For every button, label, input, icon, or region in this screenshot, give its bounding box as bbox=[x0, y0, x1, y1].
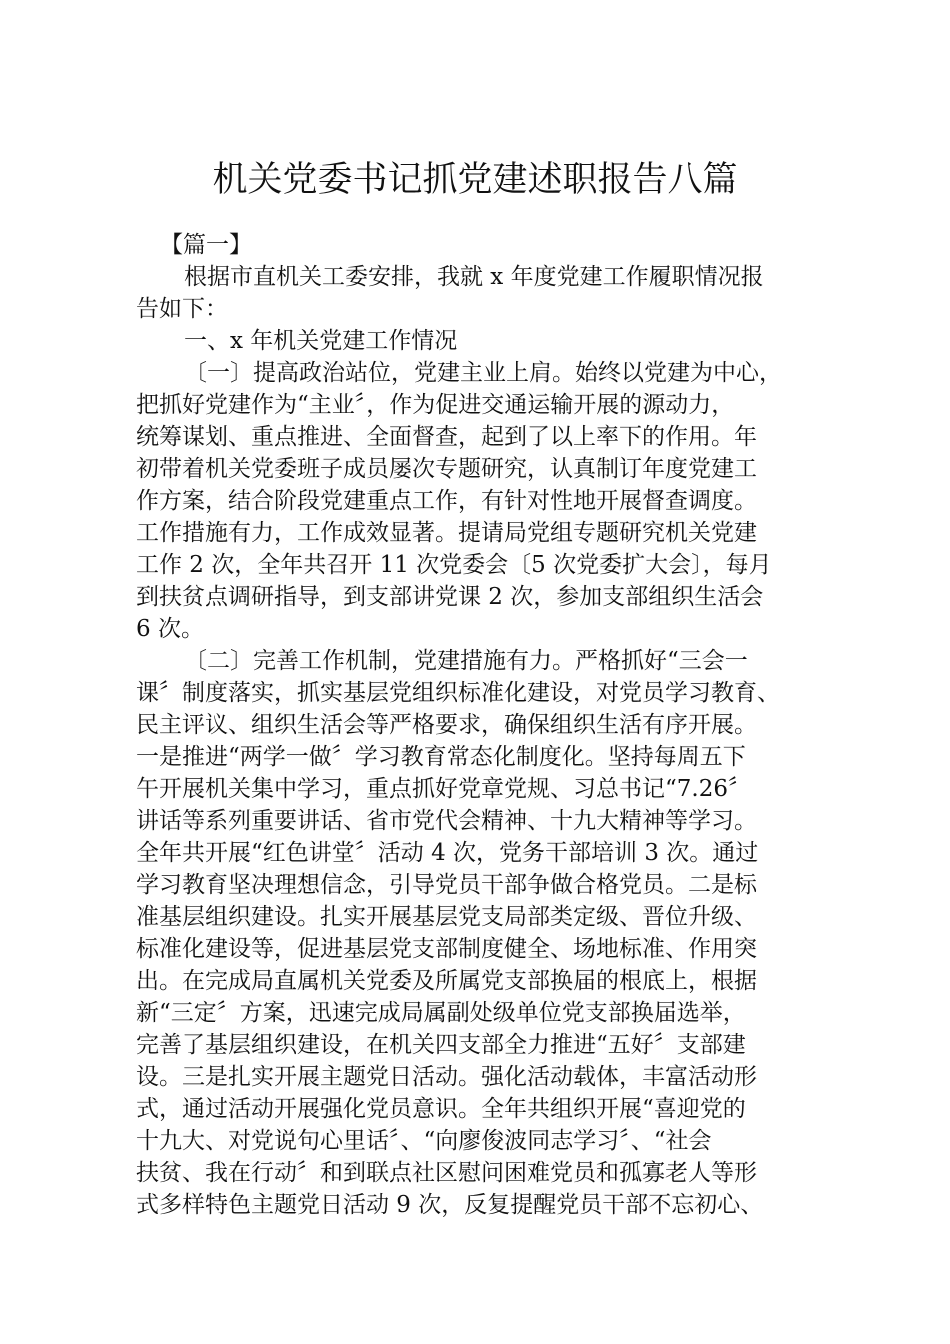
document-body bbox=[136, 229, 836, 1221]
paragraph-line: 告如下： bbox=[136, 296, 228, 322]
section-heading: 一、x 年机关党建工作情况 bbox=[184, 328, 458, 354]
paragraph-line: 准基层组织建设。扎实开展基层党支局部类定级、晋位升级、 bbox=[136, 904, 757, 930]
paragraph-line: 课〞制度落实，抓实基层党组织标准化建设，对党员学习教育、 bbox=[136, 680, 780, 706]
paragraph-line: 学习教育坚决理想信念，引导党员干部争做合格党员。二是标 bbox=[136, 872, 757, 898]
paragraph-line: 到扶贫点调研指导，到支部讲党课 2 次，参加支部组织生活会 bbox=[136, 584, 764, 610]
paragraph-line: 新“三定〞方案，迅速完成局属副处级单位党支部换届选举， bbox=[136, 1000, 746, 1026]
section-label: 【篇一】 bbox=[160, 232, 252, 258]
paragraph-line: 一是推进“两学一做〞学习教育常态化制度化。坚持每周五下 bbox=[136, 744, 746, 770]
paragraph-line: 6 次。 bbox=[136, 616, 204, 642]
paragraph-line: 统筹谋划、重点推进、全面督查，起到了以上率下的作用。年 bbox=[136, 424, 757, 450]
paragraph-line: 工作 2 次，全年共召开 11 次党委会〔5 次党委扩大会〕，每月 bbox=[136, 552, 772, 578]
paragraph-line: 初带着机关党委班子成员屡次专题研究，认真制订年度党建工 bbox=[136, 456, 757, 482]
paragraph-line: 扶贫、我在行动〞和到联点社区慰问困难党员和孤寡老人等形 bbox=[136, 1160, 757, 1186]
paragraph-line: 工作措施有力，工作成效显著。提请局党组专题研究机关党建 bbox=[136, 520, 757, 546]
paragraph-line: 全年共开展“红色讲堂〞活动 4 次，党务干部培训 3 次。通过 bbox=[136, 840, 759, 866]
paragraph-line: 设。三是扎实开展主题党日活动。强化活动载体，丰富活动形 bbox=[136, 1064, 757, 1090]
paragraph-line: 〔二〕完善工作机制，党建措施有力。严格抓好“三会一 bbox=[184, 648, 748, 674]
paragraph-line: 式多样特色主题党日活动 9 次，反复提醒党员干部不忘初心、 bbox=[136, 1192, 764, 1218]
paragraph-line: 式，通过活动开展强化党员意识。全年共组织开展“喜迎党的 bbox=[136, 1096, 746, 1122]
paragraph-line: 民主评议、组织生活会等严格要求，确保组织生活有序开展。 bbox=[136, 712, 757, 738]
paragraph-line: 〔一〕提高政治站位，党建主业上肩。始终以党建为中心， bbox=[184, 360, 782, 386]
paragraph-line: 把抓好党建作为“主业〞，作为促进交通运输开展的源动力， bbox=[136, 392, 735, 418]
paragraph-line: 午开展机关集中学习，重点抓好党章党规、习总书记“7.26〞 bbox=[136, 776, 751, 802]
paragraph-line: 标准化建设等，促进基层党支部制度健全、场地标准、作用突 bbox=[136, 936, 757, 962]
paragraph-line: 十九大、对党说句心里话〞、“向廖俊波同志学习〞、“社会 bbox=[136, 1128, 712, 1154]
paragraph-line: 作方案，结合阶段党建重点工作，有针对性地开展督查调度。 bbox=[136, 488, 757, 514]
paragraph-line: 讲话等系列重要讲话、省市党代会精神、十九大精神等学习。 bbox=[136, 808, 757, 834]
paragraph-line: 根据市直机关工委安排，我就 x 年度党建工作履职情况报 bbox=[184, 264, 764, 290]
paragraph-line: 出。在完成局直属机关党委及所属党支部换届的根底上，根据 bbox=[136, 968, 757, 994]
paragraph-line: 完善了基层组织建设，在机关四支部全力推进“五好〞支部建 bbox=[136, 1032, 746, 1058]
document-title: 机关党委书记抓党建述职报告八篇 bbox=[212, 160, 738, 200]
